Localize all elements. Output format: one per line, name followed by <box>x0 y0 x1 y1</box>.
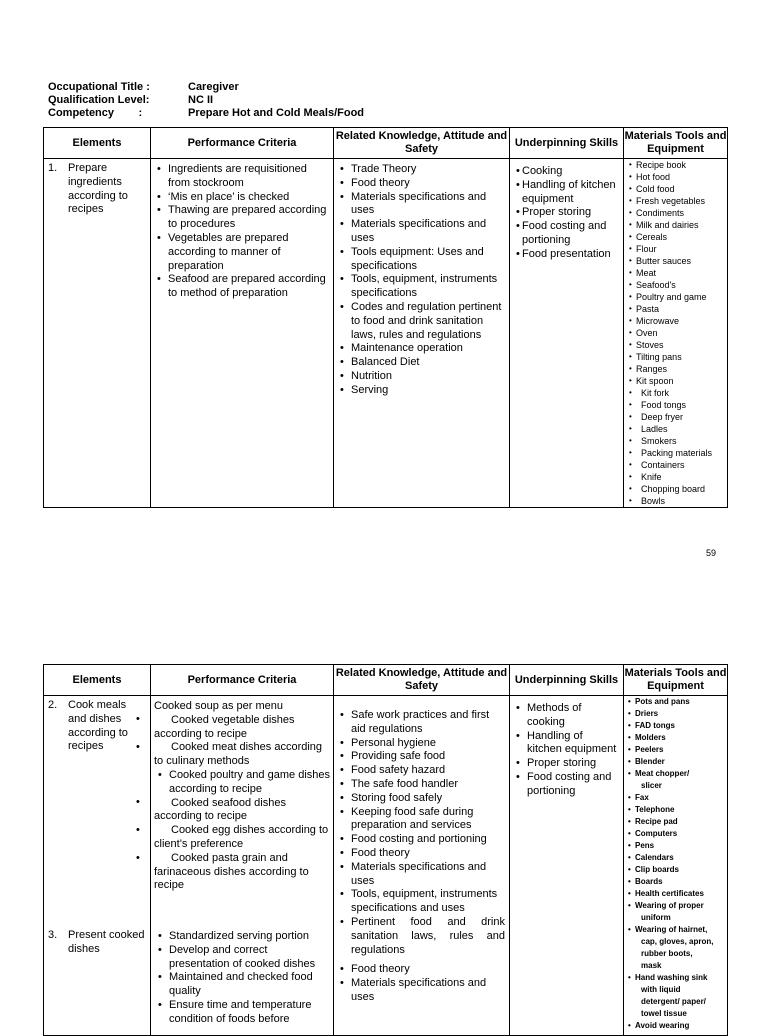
related-knowledge-list <box>336 163 505 398</box>
list-item: • Smokers <box>628 435 725 447</box>
performance-criteria-list <box>153 163 329 301</box>
list-item: • Methods of cooking <box>512 702 619 730</box>
list-item: • The safe food handler <box>336 778 505 792</box>
list-item: • Hand washing sink <box>628 972 725 984</box>
list-item: • Ensure time and temperature condition of foods before <box>154 999 329 1027</box>
col-header-underpinning-skills: Underpinning Skills <box>510 665 624 696</box>
list-item: • Seafood's <box>628 279 725 291</box>
list-item: • Wearing of hairnet, <box>628 924 725 936</box>
list-item: • Oven <box>628 327 725 339</box>
list-item: • FAD tongs <box>628 720 725 732</box>
underpinning-skills-cell <box>510 159 624 508</box>
list-item: • Meat <box>628 267 725 279</box>
element-number: 3. <box>48 929 58 941</box>
list-item: • Bowls <box>628 495 725 507</box>
list-item: • Ladles <box>628 423 725 435</box>
list-item: • Microwave <box>628 315 725 327</box>
underpinning-skills-list <box>512 165 619 262</box>
list-item: • Recipe book <box>628 159 725 171</box>
list-item: • Fax <box>628 792 725 804</box>
list-item: • Thawing are prepared according to procedures <box>153 204 329 232</box>
list-item: • Providing safe food <box>336 750 505 764</box>
list-item: rubber boots, <box>641 949 693 958</box>
list-item: • Blender <box>628 756 725 768</box>
element-text: Prepare ingredients according to recipes <box>68 162 128 216</box>
list-item: • Keeping food safe during preparation and services <box>336 806 505 834</box>
list-item: • Condiments <box>628 207 725 219</box>
criteria-3-list <box>154 930 329 1027</box>
col-header-performance-criteria: Performance Criteria <box>151 128 334 159</box>
list-item: • Cold food <box>628 183 725 195</box>
bullet-glyph: • <box>136 741 140 753</box>
list-item: • Pens <box>628 840 725 852</box>
materials-tools-list <box>628 696 725 1032</box>
underpinning-skills-list <box>512 702 619 799</box>
list-item: cap, gloves, apron, <box>641 937 714 946</box>
element-text: Present cooked dishes <box>68 929 145 955</box>
competency-value: Prepare Hot and Cold Meals/Food <box>188 107 365 119</box>
list-item: • Tools equipment: Uses and specifications <box>336 246 505 274</box>
list-item: • Storing food safely <box>336 792 505 806</box>
list-item: • Avoid wearing <box>628 1020 725 1032</box>
bullet-glyph: • <box>136 824 140 836</box>
list-item: • Food costing and portioning <box>336 833 505 847</box>
list-item: • Cooked poultry and game dishes according to recipe <box>154 769 330 797</box>
list-item: • Develop and correct presentation of cooked dishes <box>154 944 329 972</box>
element-number: 2. <box>48 699 58 711</box>
list-item: • Food presentation <box>512 248 619 262</box>
qualification-level-label: Qualification Level: <box>48 94 150 106</box>
list-item: • Food safety hazard <box>336 764 505 778</box>
list-item: • Driers <box>628 708 725 720</box>
bullet-glyph: • <box>136 796 140 808</box>
col-header-materials-tools: Materials Tools and Equipment <box>624 128 728 159</box>
list-item: • Poultry and game <box>628 291 725 303</box>
list-item: • Materials specifications and uses <box>336 861 505 889</box>
list-item: • Seafood are prepared according to method of preparation <box>153 273 329 301</box>
list-item: • Food theory <box>336 963 505 977</box>
col-header-elements: Elements <box>44 665 151 696</box>
criteria-paragraph: Cooked vegetable dishes according to recipe <box>154 713 295 740</box>
list-item: • ‘Mis en place’ is checked <box>153 191 329 205</box>
list-item: • Packing materials <box>628 447 725 459</box>
list-item: • Tools, equipment, instruments specifications and uses <box>336 888 505 916</box>
list-item: • Food costing and portioning <box>512 220 619 248</box>
list-item: • Standardized serving portion <box>154 930 329 944</box>
list-item: with liquid <box>641 985 681 994</box>
list-item: • Materials specifications and uses <box>336 218 505 246</box>
list-item: • Clip boards <box>628 864 725 876</box>
element-text: Cook meals and dishes according to recipes <box>68 699 128 753</box>
related-knowledge-cell <box>334 159 510 508</box>
list-item: • Kit fork <box>628 387 725 399</box>
list-item: • Ingredients are requisitioned from stockroom <box>153 163 329 191</box>
list-item: • Materials specifications and uses <box>336 191 505 219</box>
list-item: • Maintained and checked food quality <box>154 971 329 999</box>
list-item: • Food theory <box>336 847 505 861</box>
criteria-paragraph: Cooked pasta grain and farinaceous dishes according to recipe <box>154 851 309 892</box>
criteria-paragraph: Cooked meat dishes according to culinary methods <box>154 741 323 768</box>
list-item: • Food costing and portioning <box>512 771 619 799</box>
col-header-related-knowledge: Related Knowledge, Attitude and Safety <box>334 665 510 696</box>
list-item: • Butter sauces <box>628 255 725 267</box>
list-item: • Maintenance operation <box>336 342 505 356</box>
col-header-performance-criteria: Performance Criteria <box>151 665 334 696</box>
criteria-intro: Cooked soup as per menu <box>154 700 284 712</box>
list-item: • Cereals <box>628 231 725 243</box>
list-item: • Deep fryer <box>628 411 725 423</box>
list-item: • Flour <box>628 243 725 255</box>
materials-tools-list <box>628 159 725 507</box>
element-cell <box>44 159 151 508</box>
list-item: • Proper storing <box>512 206 619 220</box>
list-item: • Peelers <box>628 744 725 756</box>
performance-criteria-cell <box>151 159 334 508</box>
list-item: • Pots and pans <box>628 696 725 708</box>
competency-label: Competency : <box>48 107 143 119</box>
list-item: • Computers <box>628 828 725 840</box>
list-item: • Wearing of proper <box>628 900 725 912</box>
list-item: • Vegetables are prepared according to manner of preparation <box>153 232 329 273</box>
col-header-related-knowledge: Related Knowledge, Attitude and Safety <box>334 128 510 159</box>
list-item: towel tissue <box>641 1009 687 1018</box>
list-item: • Chopping board <box>628 483 725 495</box>
performance-criteria-cell <box>151 696 334 1036</box>
related-knowledge-list <box>336 709 505 1005</box>
list-item: • Trade Theory <box>336 163 505 177</box>
underpinning-skills-cell <box>510 696 624 1036</box>
list-item: mask <box>641 961 662 970</box>
list-item: • Serving <box>336 384 505 398</box>
list-item: • Milk and dairies <box>628 219 725 231</box>
bullet-glyph: • <box>136 852 140 864</box>
list-item: • Health certificates <box>628 888 725 900</box>
col-header-materials-tools: Materials Tools and Equipment <box>624 665 728 696</box>
materials-tools-cell <box>624 696 728 1036</box>
list-item: • Handling of kitchen equipment <box>512 730 619 758</box>
related-knowledge-cell <box>334 696 510 1036</box>
occupational-title-value: Caregiver <box>188 81 239 93</box>
list-item: • Telephone <box>628 804 725 816</box>
col-header-elements: Elements <box>44 128 151 159</box>
criteria-paragraph: Cooked seafood dishes according to recipe <box>154 796 286 823</box>
list-item: • Proper storing <box>512 757 619 771</box>
bullet-glyph: • <box>136 713 140 725</box>
list-item: • Calendars <box>628 852 725 864</box>
list-item: slicer <box>641 781 662 790</box>
col-header-underpinning-skills: Underpinning Skills <box>510 128 624 159</box>
page-number: 59 <box>706 548 717 558</box>
list-item: • Stoves <box>628 339 725 351</box>
materials-tools-cell <box>624 159 728 508</box>
list-item: • Kit spoon <box>628 375 725 387</box>
occupational-title-label: Occupational Title : <box>48 81 150 93</box>
list-item: • Materials specifications and uses <box>336 977 505 1005</box>
list-item: • Personal hygiene <box>336 737 505 751</box>
list-item: • Hot food <box>628 171 725 183</box>
list-item: • Tools, equipment, instruments specifications <box>336 273 505 301</box>
list-item: • Safe work practices and first aid regulations <box>336 709 505 737</box>
competency-table-1 <box>43 127 728 508</box>
criteria-bullet-list <box>154 769 330 797</box>
list-item: • Knife <box>628 471 725 483</box>
list-item: uniform <box>641 913 671 922</box>
list-item: • Cooking <box>512 165 619 179</box>
element-number: 1. <box>48 162 58 174</box>
list-item: • Containers <box>628 459 725 471</box>
list-item: • Ranges <box>628 363 725 375</box>
list-item: • Pertinent food and drink sanitation laws, rules and regulations <box>336 916 505 957</box>
qualification-level-value: NC II <box>188 94 214 106</box>
list-item: • Tilting pans <box>628 351 725 363</box>
list-item: • Molders <box>628 732 725 744</box>
list-item: • Codes and regulation pertinent to food and drink sanitation laws, rules and regulations <box>336 301 505 342</box>
element-cell <box>44 696 151 1036</box>
list-item: • Pasta <box>628 303 725 315</box>
list-item: • Nutrition <box>336 370 505 384</box>
competency-table-2 <box>43 664 728 1036</box>
list-item: • Handling of kitchen equipment <box>512 179 619 207</box>
list-item: • Balanced Diet <box>336 356 505 370</box>
list-item: detergent/ paper/ <box>641 997 706 1006</box>
list-item: • Boards <box>628 876 725 888</box>
list-item: • Recipe pad <box>628 816 725 828</box>
list-item: • Food theory <box>336 177 505 191</box>
criteria-paragraph: Cooked egg dishes according to client’s preference <box>154 824 329 850</box>
list-item: • Food tongs <box>628 399 725 411</box>
list-item: • Fresh vegetables <box>628 195 725 207</box>
list-item: • Meat chopper/ <box>628 768 725 780</box>
